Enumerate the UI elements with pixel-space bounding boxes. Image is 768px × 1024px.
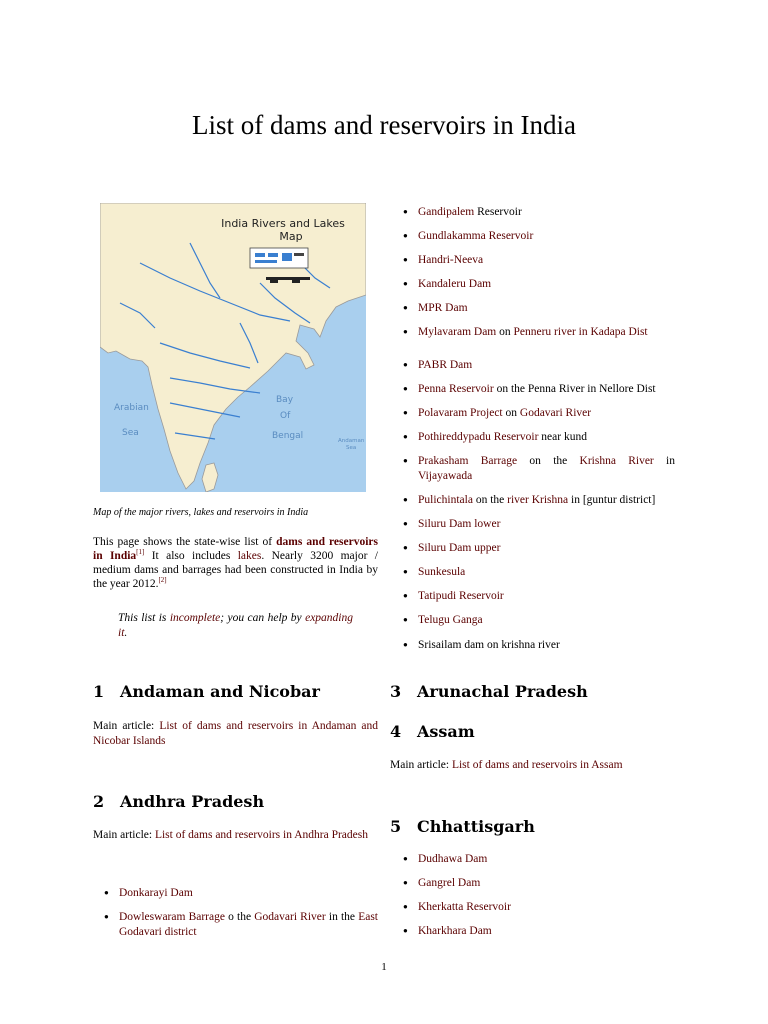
main-article-label: Main article: [93, 829, 155, 841]
godavari-river-link[interactable]: Godavari River [254, 911, 326, 924]
map-label-bay: Bay [276, 395, 294, 405]
list-text: in [653, 455, 676, 468]
section-number: 4 [390, 722, 402, 741]
list-item [403, 876, 675, 891]
andhra-dam-list-right-b [403, 358, 675, 662]
list-text: in the [325, 911, 359, 924]
list-item [403, 205, 675, 220]
india-rivers-map[interactable] [100, 203, 366, 492]
map-label-sea: Sea [122, 428, 139, 438]
list-item [403, 358, 675, 373]
map-graphic [100, 203, 366, 492]
andhra-dam-list [104, 886, 378, 949]
mylavaram-dam-link[interactable]: Mylavaram Dam [418, 326, 497, 339]
handri-neeva-link[interactable]: Handri-Neeva [418, 254, 484, 267]
section-arunachal-pradesh [390, 682, 588, 701]
list-item [403, 406, 675, 421]
incomplete-list-note [118, 611, 353, 641]
main-article-label: Main article: [390, 759, 452, 771]
list-item [403, 253, 675, 268]
list-item [403, 493, 675, 508]
map-title-line1: India Rivers and Lakes [221, 217, 345, 230]
map-label-andaman-sea: Sea [346, 445, 357, 451]
list-item [403, 454, 675, 483]
pulichintala-link[interactable]: Pulichintala [418, 493, 473, 506]
sunkesula-link[interactable]: Sunkesula [418, 566, 466, 579]
note-text-3: . [124, 627, 128, 639]
list-item [403, 517, 675, 532]
section-title: Andaman and Nicobar [120, 682, 320, 701]
section-assam [390, 722, 475, 741]
ref-1[interactable]: [1] [136, 548, 145, 557]
map-title-line2: Map [279, 230, 303, 243]
page-title: List of dams and reservoirs in India [192, 110, 576, 140]
list-item [403, 229, 675, 244]
list-item [403, 541, 675, 556]
incomplete-link[interactable]: incomplete [169, 612, 221, 624]
main-article-andhra [93, 828, 378, 843]
list-text: on the [517, 455, 580, 468]
map-label-of: Of [280, 411, 291, 421]
list-item [104, 886, 378, 901]
kherkatta-reservoir-link[interactable]: Kherkatta Reservoir [418, 901, 511, 914]
page-number: 1 [381, 961, 387, 973]
list-text: Srisailam dam on krishna river [418, 638, 560, 651]
andhra-main-article-link[interactable]: List of dams and reservoirs in Andhra Pradesh [154, 829, 368, 841]
andaman-main-article-link[interactable]: List of dams and reservoirs in Andaman and Nicobar Islands [93, 720, 378, 747]
list-item [403, 430, 675, 445]
pothireddypadu-reservoir-link[interactable]: Pothireddypadu Reservoir [418, 431, 539, 444]
note-text-2: ; you can help by [220, 612, 306, 624]
vijayawada-link[interactable]: Vijayawada [418, 469, 473, 482]
section-andhra-pradesh [93, 792, 264, 811]
andhra-dam-list-right-a [403, 205, 675, 350]
mpr-dam-link[interactable]: MPR Dam [418, 302, 468, 315]
map-label-bengal: Bengal [272, 431, 304, 441]
map-legend-icon [250, 248, 308, 268]
siluru-dam-upper-link[interactable]: Siluru Dam upper [418, 542, 501, 555]
ref-2[interactable]: [2] [158, 576, 167, 585]
godavari-river-link[interactable]: Godavari River [519, 407, 592, 420]
kandaleru-dam-link[interactable]: Kandaleru Dam [418, 278, 492, 291]
list-text: Reservoir [474, 206, 522, 218]
map-caption: Map of the major rivers, lakes and reservoirs in India [93, 507, 309, 518]
lakes-link[interactable]: lakes [237, 550, 262, 562]
gundlakamma-reservoir-link[interactable]: Gundlakamma Reservoir [418, 230, 534, 243]
dowleswaram-barrage-link[interactable]: Dowleswaram Barrage [119, 911, 225, 924]
section-andaman-and-nicobar [93, 682, 320, 701]
east-godavari-link[interactable]: East Godavari district [119, 911, 378, 938]
section-title: Andhra Pradesh [120, 792, 265, 811]
intro-text-3: . Nearly 3200 major / medium dams and barrages had been constructed in India by the year 2012. [93, 550, 378, 590]
list-text: in [guntur district] [568, 493, 656, 506]
map-label-andaman: Andaman [338, 438, 365, 444]
note-text-1: This list is [118, 612, 170, 624]
dams-and-reservoirs-link[interactable]: dams and reservoirs in India [93, 536, 378, 562]
tatipudi-reservoir-link[interactable]: Tatipudi Reservoir [418, 590, 504, 603]
list-text: on the Penna River in Nellore Dist [493, 383, 656, 396]
donkarayi-dam-link[interactable]: Donkarayi Dam [119, 887, 193, 899]
list-text: on [502, 407, 520, 420]
section-number: 3 [390, 682, 402, 701]
krishna-river-link[interactable]: Krishna River [579, 455, 654, 468]
pabr-dam-link[interactable]: PABR Dam [418, 359, 473, 371]
list-item [403, 924, 675, 939]
siluru-dam-lower-link[interactable]: Siluru Dam lower [418, 518, 501, 531]
list-item [403, 589, 675, 604]
section-number: 2 [93, 792, 105, 811]
list-item [403, 301, 675, 316]
penna-reservoir-link[interactable]: Penna Reservoir [418, 383, 494, 396]
main-article-label: Main article: [93, 720, 160, 732]
list-item [403, 277, 675, 292]
list-item [104, 910, 378, 939]
kharkhara-dam-link[interactable]: Kharkhara Dam [418, 925, 492, 938]
river-krishna-link[interactable]: river Krishna [507, 493, 569, 506]
gangrel-dam-link[interactable]: Gangrel Dam [418, 877, 481, 890]
polavaram-project-link[interactable]: Polavaram Project [418, 407, 503, 420]
assam-main-article-link[interactable]: List of dams and reservoirs in Assam [451, 759, 623, 771]
penneru-river-link[interactable]: Penneru river in Kadapa Dist [513, 326, 648, 339]
list-item [403, 852, 675, 867]
section-title: Chhattisgarh [417, 817, 535, 836]
list-text: on the [472, 493, 508, 506]
section-chhattisgarh [390, 817, 535, 836]
list-item [403, 325, 675, 340]
map-label-arabian: Arabian [114, 403, 149, 413]
expanding-it-link[interactable]: expanding it [118, 612, 353, 639]
list-item [403, 613, 675, 628]
section-number: 1 [93, 682, 105, 701]
main-article-andaman [93, 719, 378, 749]
list-text: o the [224, 911, 255, 924]
telugu-ganga-link[interactable]: Telugu Ganga [418, 614, 483, 627]
intro-text-1: This page shows the state-wise list of [93, 536, 277, 548]
list-item [403, 565, 675, 580]
prakasham-barrage-link[interactable]: Prakasham Barrage [418, 455, 518, 468]
chhattisgarh-dam-list [403, 852, 675, 948]
list-text: on [496, 326, 514, 339]
list-item [403, 900, 675, 915]
section-title: Arunachal Pradesh [417, 682, 588, 701]
main-article-assam [390, 758, 675, 773]
dudhawa-dam-link[interactable]: Dudhawa Dam [418, 853, 488, 865]
list-text: near kund [538, 431, 587, 444]
intro-text-2: It also includes [144, 550, 238, 562]
section-title: Assam [417, 722, 475, 741]
intro-paragraph [93, 535, 378, 591]
list-item [403, 638, 675, 653]
section-number: 5 [390, 817, 402, 836]
list-item [403, 382, 675, 397]
gandipalem-link[interactable]: Gandipalem [418, 206, 475, 218]
